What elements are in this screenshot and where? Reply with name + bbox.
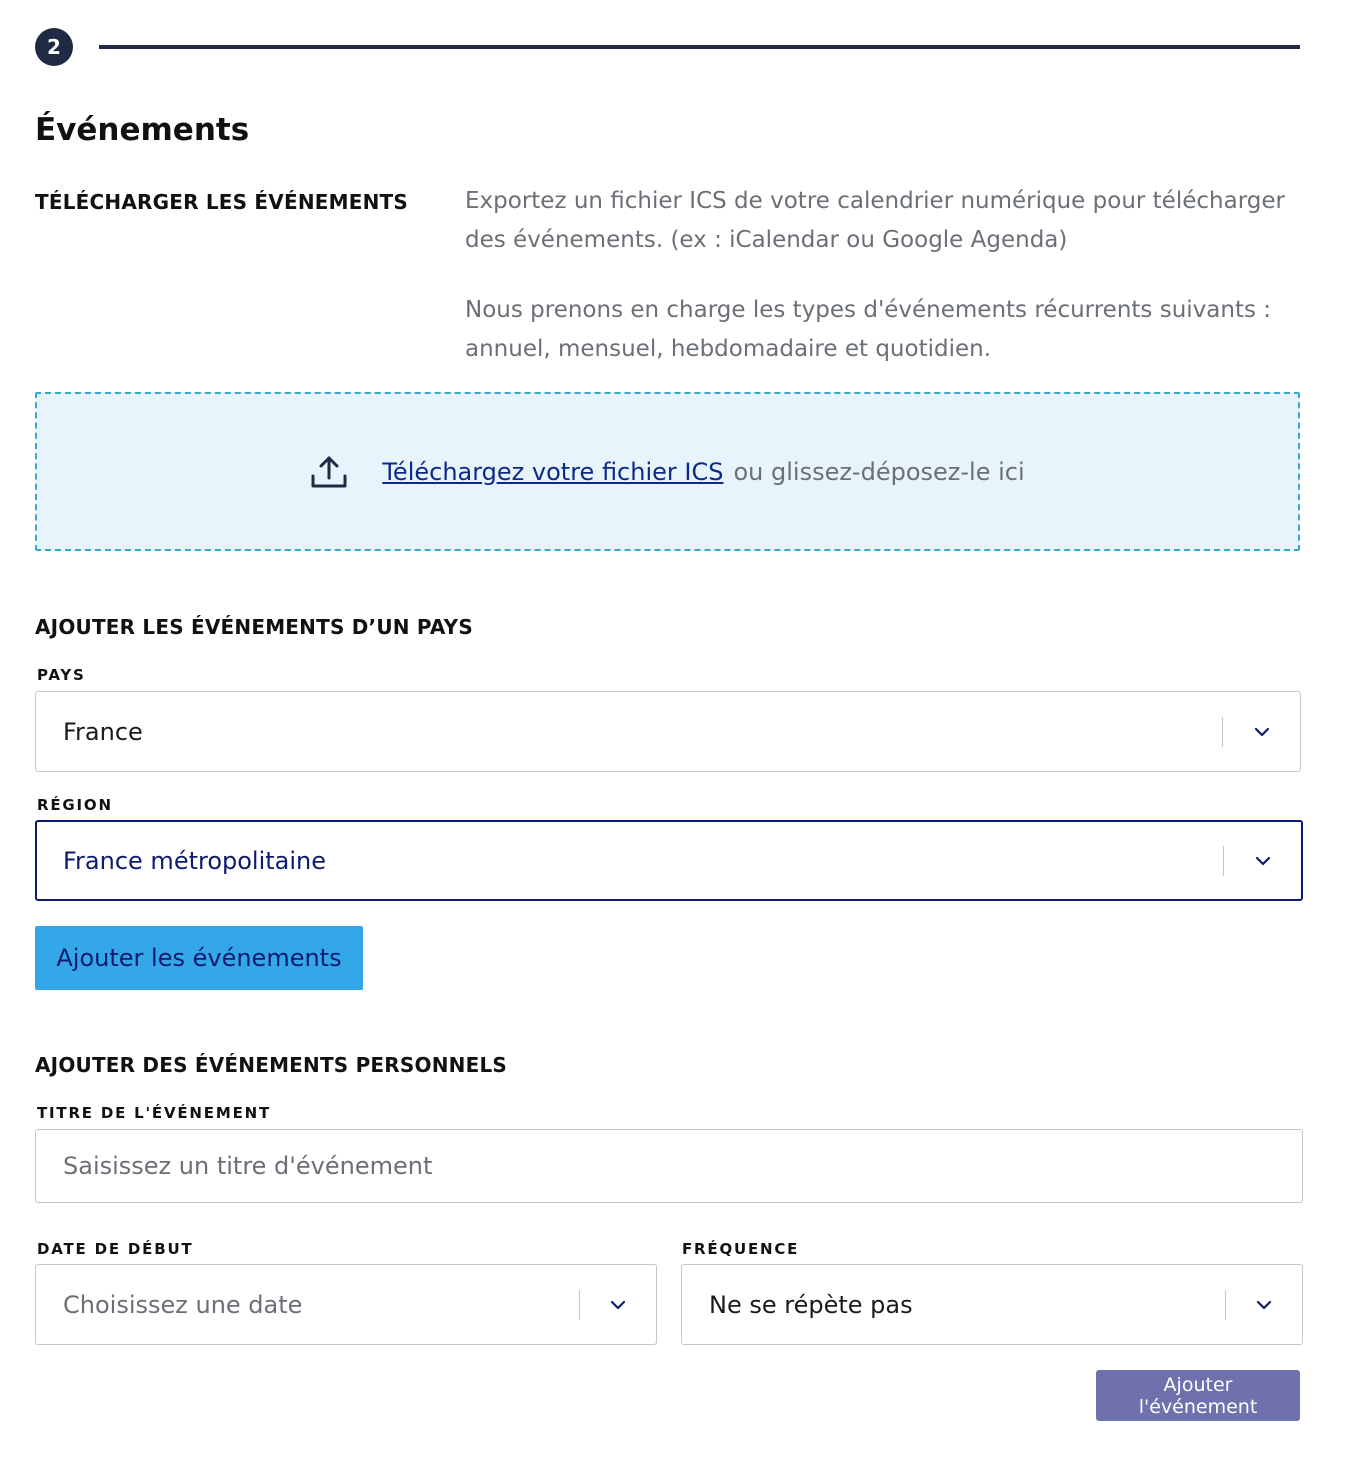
frequency-select[interactable] bbox=[681, 1264, 1303, 1345]
upload-icon bbox=[310, 454, 348, 490]
region-select[interactable] bbox=[35, 820, 1303, 901]
region-select-value: France métropolitaine bbox=[63, 846, 327, 875]
chevron-down-icon[interactable] bbox=[1226, 1265, 1302, 1344]
page-title: Événements bbox=[35, 112, 250, 148]
upload-description-1: Exportez un fichier ICS de votre calendrier numérique pour télécharger des événements. (ex : iCalendar ou Google Agenda) bbox=[465, 188, 1285, 253]
personal-events-heading: AJOUTER DES ÉVÉNEMENTS PERSONNELS bbox=[35, 1053, 507, 1077]
dropzone-content bbox=[310, 454, 1024, 490]
step-number-badge: 2 bbox=[35, 28, 73, 66]
region-label: RÉGION bbox=[37, 796, 113, 814]
event-title-input[interactable] bbox=[35, 1129, 1303, 1203]
country-events-heading: AJOUTER LES ÉVÉNEMENTS D’UN PAYS bbox=[35, 615, 473, 639]
chevron-down-icon[interactable] bbox=[580, 1265, 656, 1344]
event-title-label: TITRE DE L'ÉVÉNEMENT bbox=[37, 1104, 271, 1122]
upload-events-heading: TÉLÉCHARGER LES ÉVÉNEMENTS bbox=[35, 190, 408, 214]
event-title-placeholder: Saisissez un titre d'événement bbox=[63, 1152, 433, 1180]
add-event-button[interactable]: Ajouter l'événement bbox=[1096, 1370, 1300, 1421]
start-date-label: DATE DE DÉBUT bbox=[37, 1240, 194, 1258]
start-date-placeholder: Choisissez une date bbox=[63, 1290, 303, 1319]
start-date-select[interactable] bbox=[35, 1264, 657, 1345]
add-country-events-button[interactable]: Ajouter les événements bbox=[35, 926, 363, 990]
frequency-label: FRÉQUENCE bbox=[682, 1240, 800, 1258]
step-divider bbox=[99, 45, 1300, 49]
upload-description-2: Nous prenons en charge les types d'événements récurrents suivants : annuel, mensuel, hebdomadaire et quotidien. bbox=[465, 297, 1272, 362]
upload-description bbox=[465, 182, 1305, 400]
upload-file-link[interactable]: Téléchargez votre fichier ICS bbox=[382, 457, 724, 486]
step-indicator bbox=[35, 28, 1300, 66]
frequency-select-value: Ne se répète pas bbox=[709, 1290, 913, 1319]
chevron-down-icon[interactable] bbox=[1224, 822, 1301, 899]
ics-dropzone[interactable] bbox=[35, 392, 1300, 551]
country-select[interactable] bbox=[35, 691, 1301, 772]
dropzone-hint: ou glissez-déposez-le ici bbox=[733, 457, 1025, 486]
country-select-value: France bbox=[63, 717, 143, 746]
country-label: PAYS bbox=[37, 666, 86, 684]
chevron-down-icon[interactable] bbox=[1223, 692, 1300, 771]
